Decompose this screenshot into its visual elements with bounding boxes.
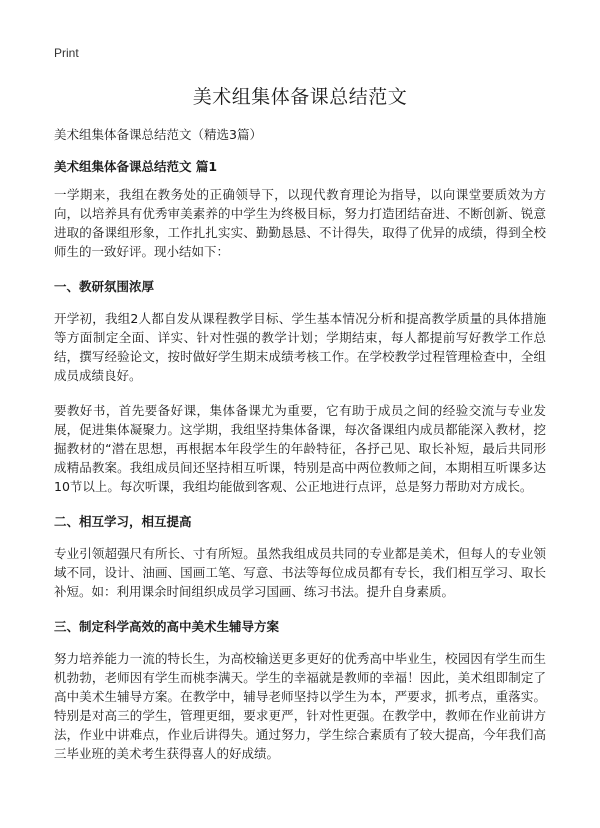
document-subtitle: 美术组集体备课总结范文（精选3篇） bbox=[54, 127, 262, 142]
section-heading-3: 三、制定科学高效的高中美术生辅导方案 bbox=[54, 619, 280, 634]
intro-paragraph: 一学期来，我组在教务处的正确领导下，以现代教育理论为指导，以向课堂要质效为方向，以培养具有优秀审美素养的中学生为终极目标，努力打造团结奋进、不断创新、锐意进取的备课组形象，工作扎扎实实、勤勤恳恳、不计得失，取得了优异的成绩，得到全校师生的一致好评。现小结如下： bbox=[54, 187, 546, 259]
article-title: 美术组集体备课总结范文 篇1 bbox=[54, 159, 218, 174]
section-1-paragraph-2: 要教好书，首先要备好课，集体备课尤为重要，它有助于成员之间的经验交流与专业发展，促进集体凝聚力。这学期，我组坚持集体备课，每次备课组内成员都能深入教材，挖掘教材的“潜在思想，再根据本年段学生的年龄特征，各抒己见、取长补短，最后共同形成精品教案。我组成员间还坚持相互听课，特别是高中两位教师之间，本期相互听课多达10节以上。每次听课，我组均能做到客观、公正地进行点评，总是努力帮助对方成长。 bbox=[54, 403, 546, 494]
section-1-paragraph-1: 开学初，我组2人都自发从课程教学目标、学生基本情况分析和提高教学质量的具体措施等方面制定全面、详实、针对性强的教学计划；学期结束，每人都提前写好教学工作总结，撰写经验论文，按时做好学生期末成绩考核工作。在学校教学过程管理检查中，全组成员成绩良好。 bbox=[54, 311, 546, 383]
print-label[interactable]: Print bbox=[54, 46, 79, 60]
section-heading-2: 二、相互学习，相互提高 bbox=[54, 514, 192, 529]
document-title: 美术组集体备课总结范文 bbox=[192, 86, 408, 108]
section-heading-1: 一、教研氛围浓厚 bbox=[54, 279, 155, 294]
section-2-paragraph-1: 专业引领超强尺有所长、寸有所短。虽然我组成员共同的专业都是美术，但每人的专业领域不同，设计、油画、国画工笔、写意、书法等每位成员都有专长，我们相互学习、取长补短。如：利用课余时间组织成员学习国画、练习书法。提升自身素质。 bbox=[54, 546, 546, 599]
section-3-paragraph-1: 努力培养能力一流的特长生，为高校输送更多更好的优秀高中毕业生，校园因有学生而生机勃勃，老师因有学生而桃李满天。学生的幸福就是教师的幸福！因此，美术组即制定了高中美术生辅导方案。在教学中，辅导老师坚持以学生为本，严要求，抓考点，重落实。特别是对高三的学生，管理更细，要求更严，针对性更强。在教学中，教师在作业前讲方法，作业中讲难点，作业后讲得失。通过努力，学生综合素质有了较大提高，今年我们高三毕业班的美术考生获得喜人的好成绩。 bbox=[54, 651, 546, 761]
